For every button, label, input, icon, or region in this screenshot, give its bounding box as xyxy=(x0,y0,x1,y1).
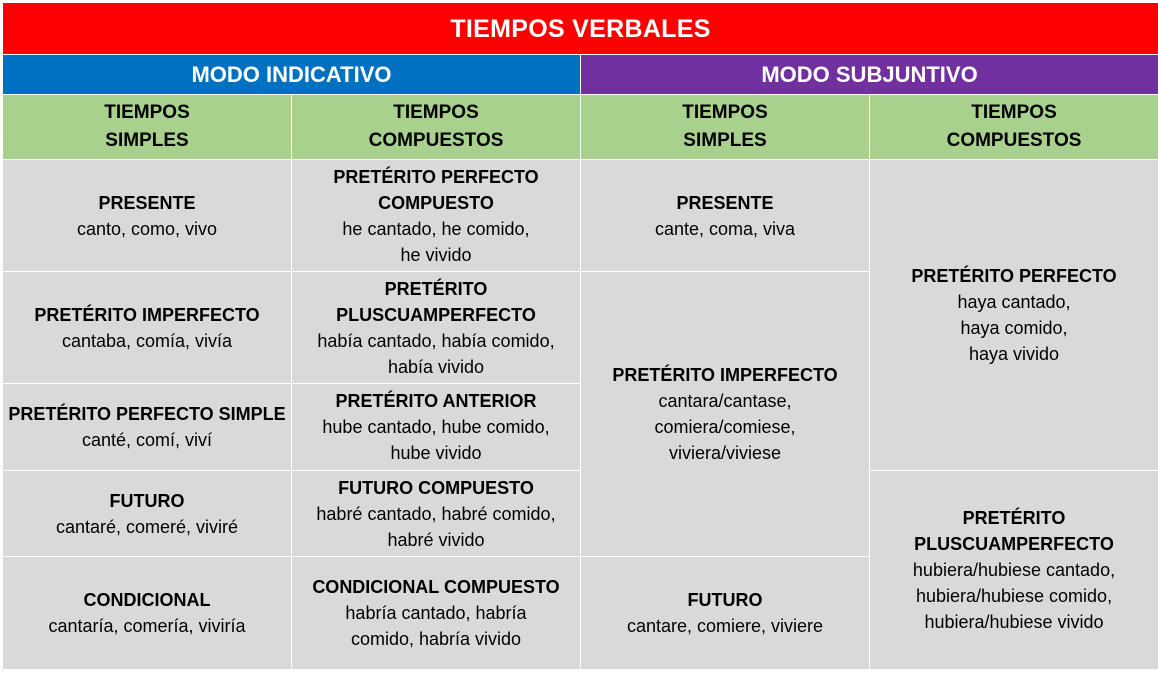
tense-forms: habría cantado, habría xyxy=(345,603,527,623)
tense-cell xyxy=(3,471,292,557)
tense-cell xyxy=(870,160,1158,471)
tense-forms: cante, coma, viva xyxy=(654,218,796,239)
sub-simples-header xyxy=(581,95,870,160)
tense-forms: había cantado, había comido, xyxy=(317,330,555,351)
tense-name: PLUSCUAMPERFECTO xyxy=(914,534,1114,554)
tense-cell xyxy=(3,384,292,471)
tense-name: PRETÉRITO xyxy=(962,508,1066,528)
tense-forms: cantaba, comía, vivía xyxy=(61,330,233,351)
tense-name: PRESENTE xyxy=(676,192,774,213)
header-line: TIEMPOS xyxy=(682,102,768,123)
tense-forms: he vivido xyxy=(400,244,472,265)
verb-tenses-table xyxy=(2,2,1158,670)
tense-name: FUTURO xyxy=(109,490,185,511)
tense-name: PLUSCUAMPERFECTO xyxy=(336,304,536,325)
tense-name: CONDICIONAL xyxy=(83,590,211,610)
mode-indicativo-header: MODO INDICATIVO xyxy=(3,55,581,95)
tense-name: PRETÉRITO IMPERFECTO xyxy=(34,304,260,325)
header-line: COMPUESTOS xyxy=(946,130,1082,151)
tense-name: FUTURO xyxy=(687,590,763,610)
tense-forms: comido, habría vivido xyxy=(350,629,522,649)
tense-forms: viviera/viviese xyxy=(668,443,782,463)
tense-forms: haya comido, xyxy=(960,318,1068,338)
header-line: TIEMPOS xyxy=(393,102,479,123)
tense-cell xyxy=(581,557,870,670)
table-title: TIEMPOS VERBALES xyxy=(3,3,1158,55)
tense-forms: comiera/comiese, xyxy=(654,417,796,437)
header-line: TIEMPOS xyxy=(104,102,190,123)
tense-name: COMPUESTO xyxy=(378,192,494,213)
tense-name: PRETÉRITO xyxy=(384,278,488,299)
tense-cell xyxy=(292,160,581,272)
header-line: SIMPLES xyxy=(683,130,767,151)
header-line: SIMPLES xyxy=(105,130,189,151)
tense-cell xyxy=(292,384,581,471)
tense-name: PRESENTE xyxy=(98,192,196,213)
ind-simples-header xyxy=(3,95,292,160)
verb-tenses-table-frame xyxy=(2,2,1158,674)
tense-forms: cantaría, comería, viviría xyxy=(48,616,246,636)
tense-forms: hube cantado, hube comido, xyxy=(322,417,550,437)
tense-cell xyxy=(581,272,870,557)
tense-cell xyxy=(292,272,581,384)
tense-name: PRETÉRITO ANTERIOR xyxy=(335,391,537,411)
tense-forms: cantara/cantase, xyxy=(658,391,792,411)
tense-forms: hube vivido xyxy=(390,443,482,463)
tense-forms: haya cantado, xyxy=(957,292,1071,312)
tense-forms: hubiera/hubiese vivido xyxy=(924,612,1104,632)
tense-cell xyxy=(292,471,581,557)
tense-name: PRETÉRITO PERFECTO SIMPLE xyxy=(8,404,286,424)
tense-name: CONDICIONAL COMPUESTO xyxy=(312,577,560,597)
tense-name: PRETÉRITO IMPERFECTO xyxy=(612,365,838,385)
tense-name: FUTURO COMPUESTO xyxy=(338,477,534,498)
tense-forms: haya vivido xyxy=(968,344,1060,364)
tense-forms: había vivido xyxy=(387,356,485,377)
tense-forms: habré cantado, habré comido, xyxy=(316,503,556,524)
tense-forms: cantare, comiere, viviere xyxy=(626,616,824,636)
tense-forms: canté, comí, viví xyxy=(81,430,213,450)
tense-forms: cantaré, comeré, viviré xyxy=(55,516,239,537)
header-line: COMPUESTOS xyxy=(368,130,504,151)
sub-compuestos-header xyxy=(870,95,1158,160)
tense-cell xyxy=(3,160,292,272)
tense-cell xyxy=(3,272,292,384)
tense-forms: habré vivido xyxy=(387,529,485,550)
ind-compuestos-header xyxy=(292,95,581,160)
tense-cell xyxy=(870,471,1158,670)
tense-cell xyxy=(3,557,292,670)
tense-cell xyxy=(581,160,870,272)
tense-cell xyxy=(292,557,581,670)
mode-subjuntivo-header: MODO SUBJUNTIVO xyxy=(581,55,1158,95)
header-line: TIEMPOS xyxy=(971,102,1057,123)
tense-forms: hubiera/hubiese comido, xyxy=(915,586,1113,606)
tense-name: PRETÉRITO PERFECTO xyxy=(911,266,1117,286)
tense-forms: canto, como, vivo xyxy=(76,218,218,239)
tense-forms: he cantado, he comido, xyxy=(342,218,530,239)
tense-name: PRETÉRITO PERFECTO xyxy=(333,166,539,187)
tense-forms: hubiera/hubiese cantado, xyxy=(912,560,1116,580)
